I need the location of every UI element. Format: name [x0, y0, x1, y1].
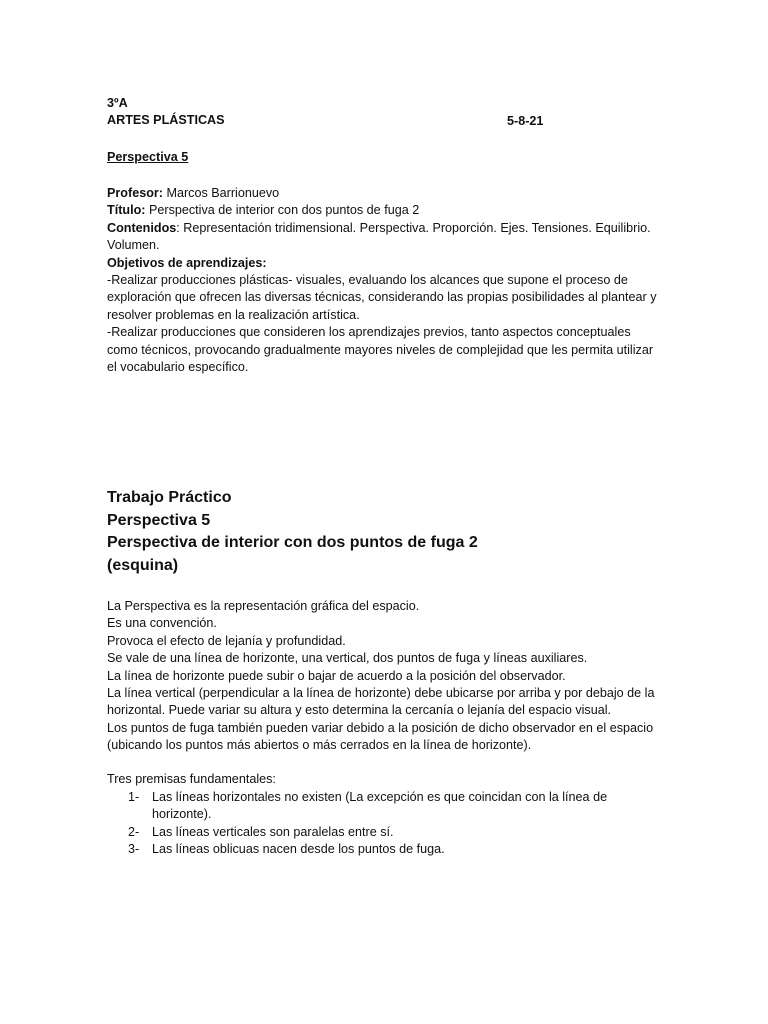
premises-intro-block	[107, 771, 667, 788]
premise-line: Las líneas oblicuas nacen desde los puntos de fuga.	[152, 842, 445, 857]
body-line: horizontal. Puede variar su altura y esto determina la cercanía o lejanía del espacio visual.	[107, 703, 612, 718]
body-line: La línea vertical (perpendicular a la línea de horizonte) debe ubicarse por arriba y por debajo de la	[107, 686, 655, 701]
practical-heading-line: Perspectiva de interior con dos puntos de fuga 2	[107, 534, 478, 551]
objective-2-line: -Realizar producciones que consideren los aprendizajes previos, tanto aspectos conceptuales	[107, 325, 631, 340]
objective-1-line: -Realizar producciones plásticas- visuales, evaluando los alcances que supone el proceso de	[107, 273, 628, 288]
practical-heading-line: (esquina)	[107, 556, 179, 574]
contents-line	[107, 220, 667, 237]
topic-heading-block	[107, 149, 667, 166]
teacher-label: Profesor:	[107, 186, 163, 200]
title-value: Perspectiva de interior con dos puntos de fuga 2	[145, 203, 420, 218]
info-block	[107, 185, 667, 376]
subject-label: ARTES PLÁSTICAS	[107, 113, 225, 128]
contents-label: Contenidos	[107, 220, 177, 235]
contents-line-2: Volumen.	[107, 238, 160, 253]
objective-1-line: resolver problemas en la realización artística.	[107, 307, 360, 322]
header-block	[107, 95, 667, 130]
premise-item	[107, 789, 667, 824]
body-line: Provoca el efecto de lejanía y profundidad.	[107, 633, 346, 648]
premise-number: 3-	[128, 842, 140, 857]
contents-value: : Representación tridimensional. Perspectiva. Proporción. Ejes. Tensiones. Equilibrio.	[176, 220, 651, 235]
title-label: Título:	[107, 203, 146, 218]
premise-item	[107, 841, 667, 858]
objective-2-line: el vocabulario específico.	[107, 360, 249, 375]
date-label: 5-8-21	[507, 114, 544, 128]
premise-line: Las líneas horizontales no existen (La excepción es que coincidan con la línea de	[152, 790, 608, 804]
body-line: Se vale de una línea de horizonte, una vertical, dos puntos de fuga y líneas auxiliares.	[107, 651, 588, 666]
premise-line: Las líneas verticales son paralelas entre sí.	[152, 824, 394, 839]
objectives-label: Objetivos de aprendizajes:	[107, 255, 267, 270]
premise-number: 2-	[128, 824, 140, 839]
grade-label: 3ºA	[107, 96, 128, 110]
practical-heading-line: Trabajo Práctico	[107, 489, 232, 506]
objective-1-line: exploración que ofrecen las diversas técnicas, considerando las propias posibilidades al plantear y	[107, 290, 657, 305]
premise-line: horizonte).	[152, 807, 212, 822]
practical-heading	[107, 487, 478, 577]
teacher-line	[107, 185, 667, 202]
teacher-value: Marcos Barrionuevo	[162, 186, 280, 200]
body-line: La línea de horizonte puede subir o bajar de acuerdo a la posición del observador.	[107, 668, 566, 683]
body-line: La Perspectiva es la representación gráfica del espacio.	[107, 599, 420, 613]
premise-number: 1-	[128, 790, 140, 804]
title-line	[107, 202, 667, 219]
body-line: Es una convención.	[107, 616, 217, 631]
premise-item	[107, 824, 667, 841]
premises-intro: Tres premisas fundamentales:	[107, 772, 276, 786]
body-line: Los puntos de fuga también pueden variar debido a la posición de dicho observador en el espacio	[107, 720, 654, 735]
topic-heading: Perspectiva 5	[107, 150, 189, 164]
practical-heading-line: Perspectiva 5	[107, 511, 211, 529]
body-line: (ubicando los puntos más abiertos o más cerrados en la línea de horizonte).	[107, 738, 532, 753]
objective-2-line: como técnicos, provocando gradualmente mayores niveles de complejidad que les permita utilizar	[107, 342, 654, 357]
practical-body	[107, 598, 667, 755]
premises-list	[107, 789, 667, 859]
